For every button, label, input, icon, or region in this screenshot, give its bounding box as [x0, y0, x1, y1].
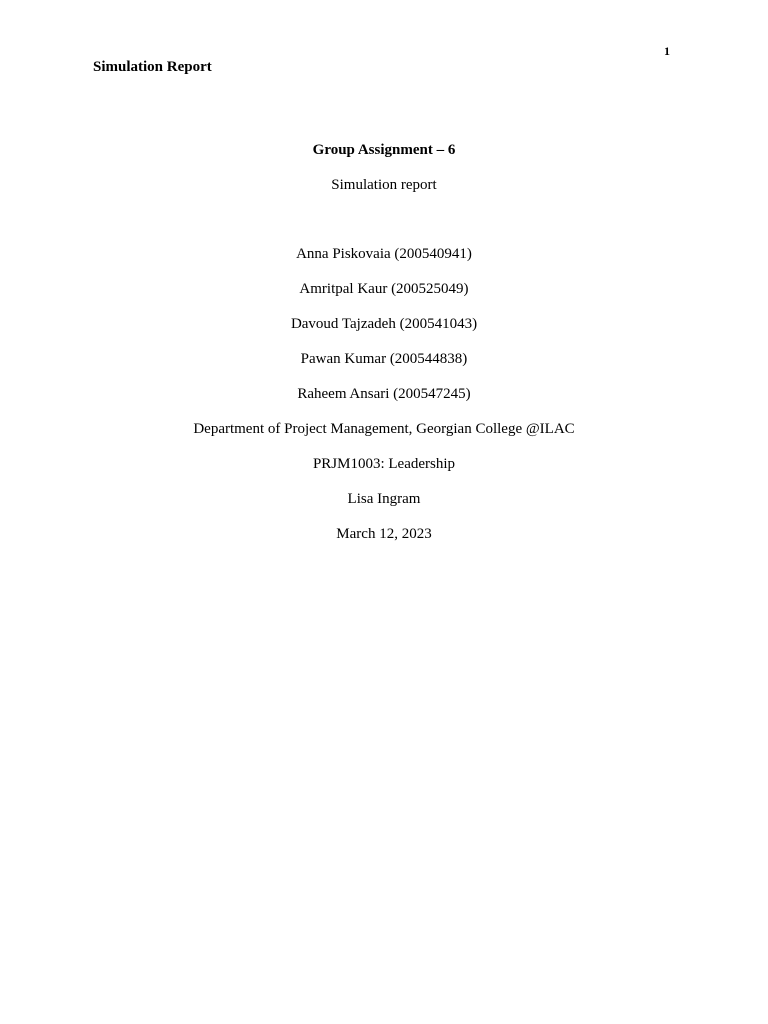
assignment-title: Group Assignment – 6: [312, 142, 456, 158]
author-line: Amritpal Kaur (200525049): [299, 281, 469, 297]
course-line: PRJM1003: Leadership: [312, 456, 456, 472]
date-line: March 12, 2023: [336, 526, 432, 542]
running-head: Simulation Report: [93, 59, 212, 75]
page-number: 1: [664, 44, 670, 58]
instructor-line: Lisa Ingram: [347, 491, 421, 507]
report-subtitle: Simulation report: [331, 177, 437, 193]
affiliation-line: Department of Project Management, Georgian College @ILAC: [193, 421, 575, 437]
author-line: Pawan Kumar (200544838): [300, 351, 468, 367]
author-line: Raheem Ansari (200547245): [297, 386, 471, 402]
author-line: Davoud Tajzadeh (200541043): [290, 316, 478, 332]
author-line: Anna Piskovaia (200540941): [296, 246, 472, 262]
spacer: [0, 210, 768, 244]
title-page-block: [0, 140, 768, 559]
